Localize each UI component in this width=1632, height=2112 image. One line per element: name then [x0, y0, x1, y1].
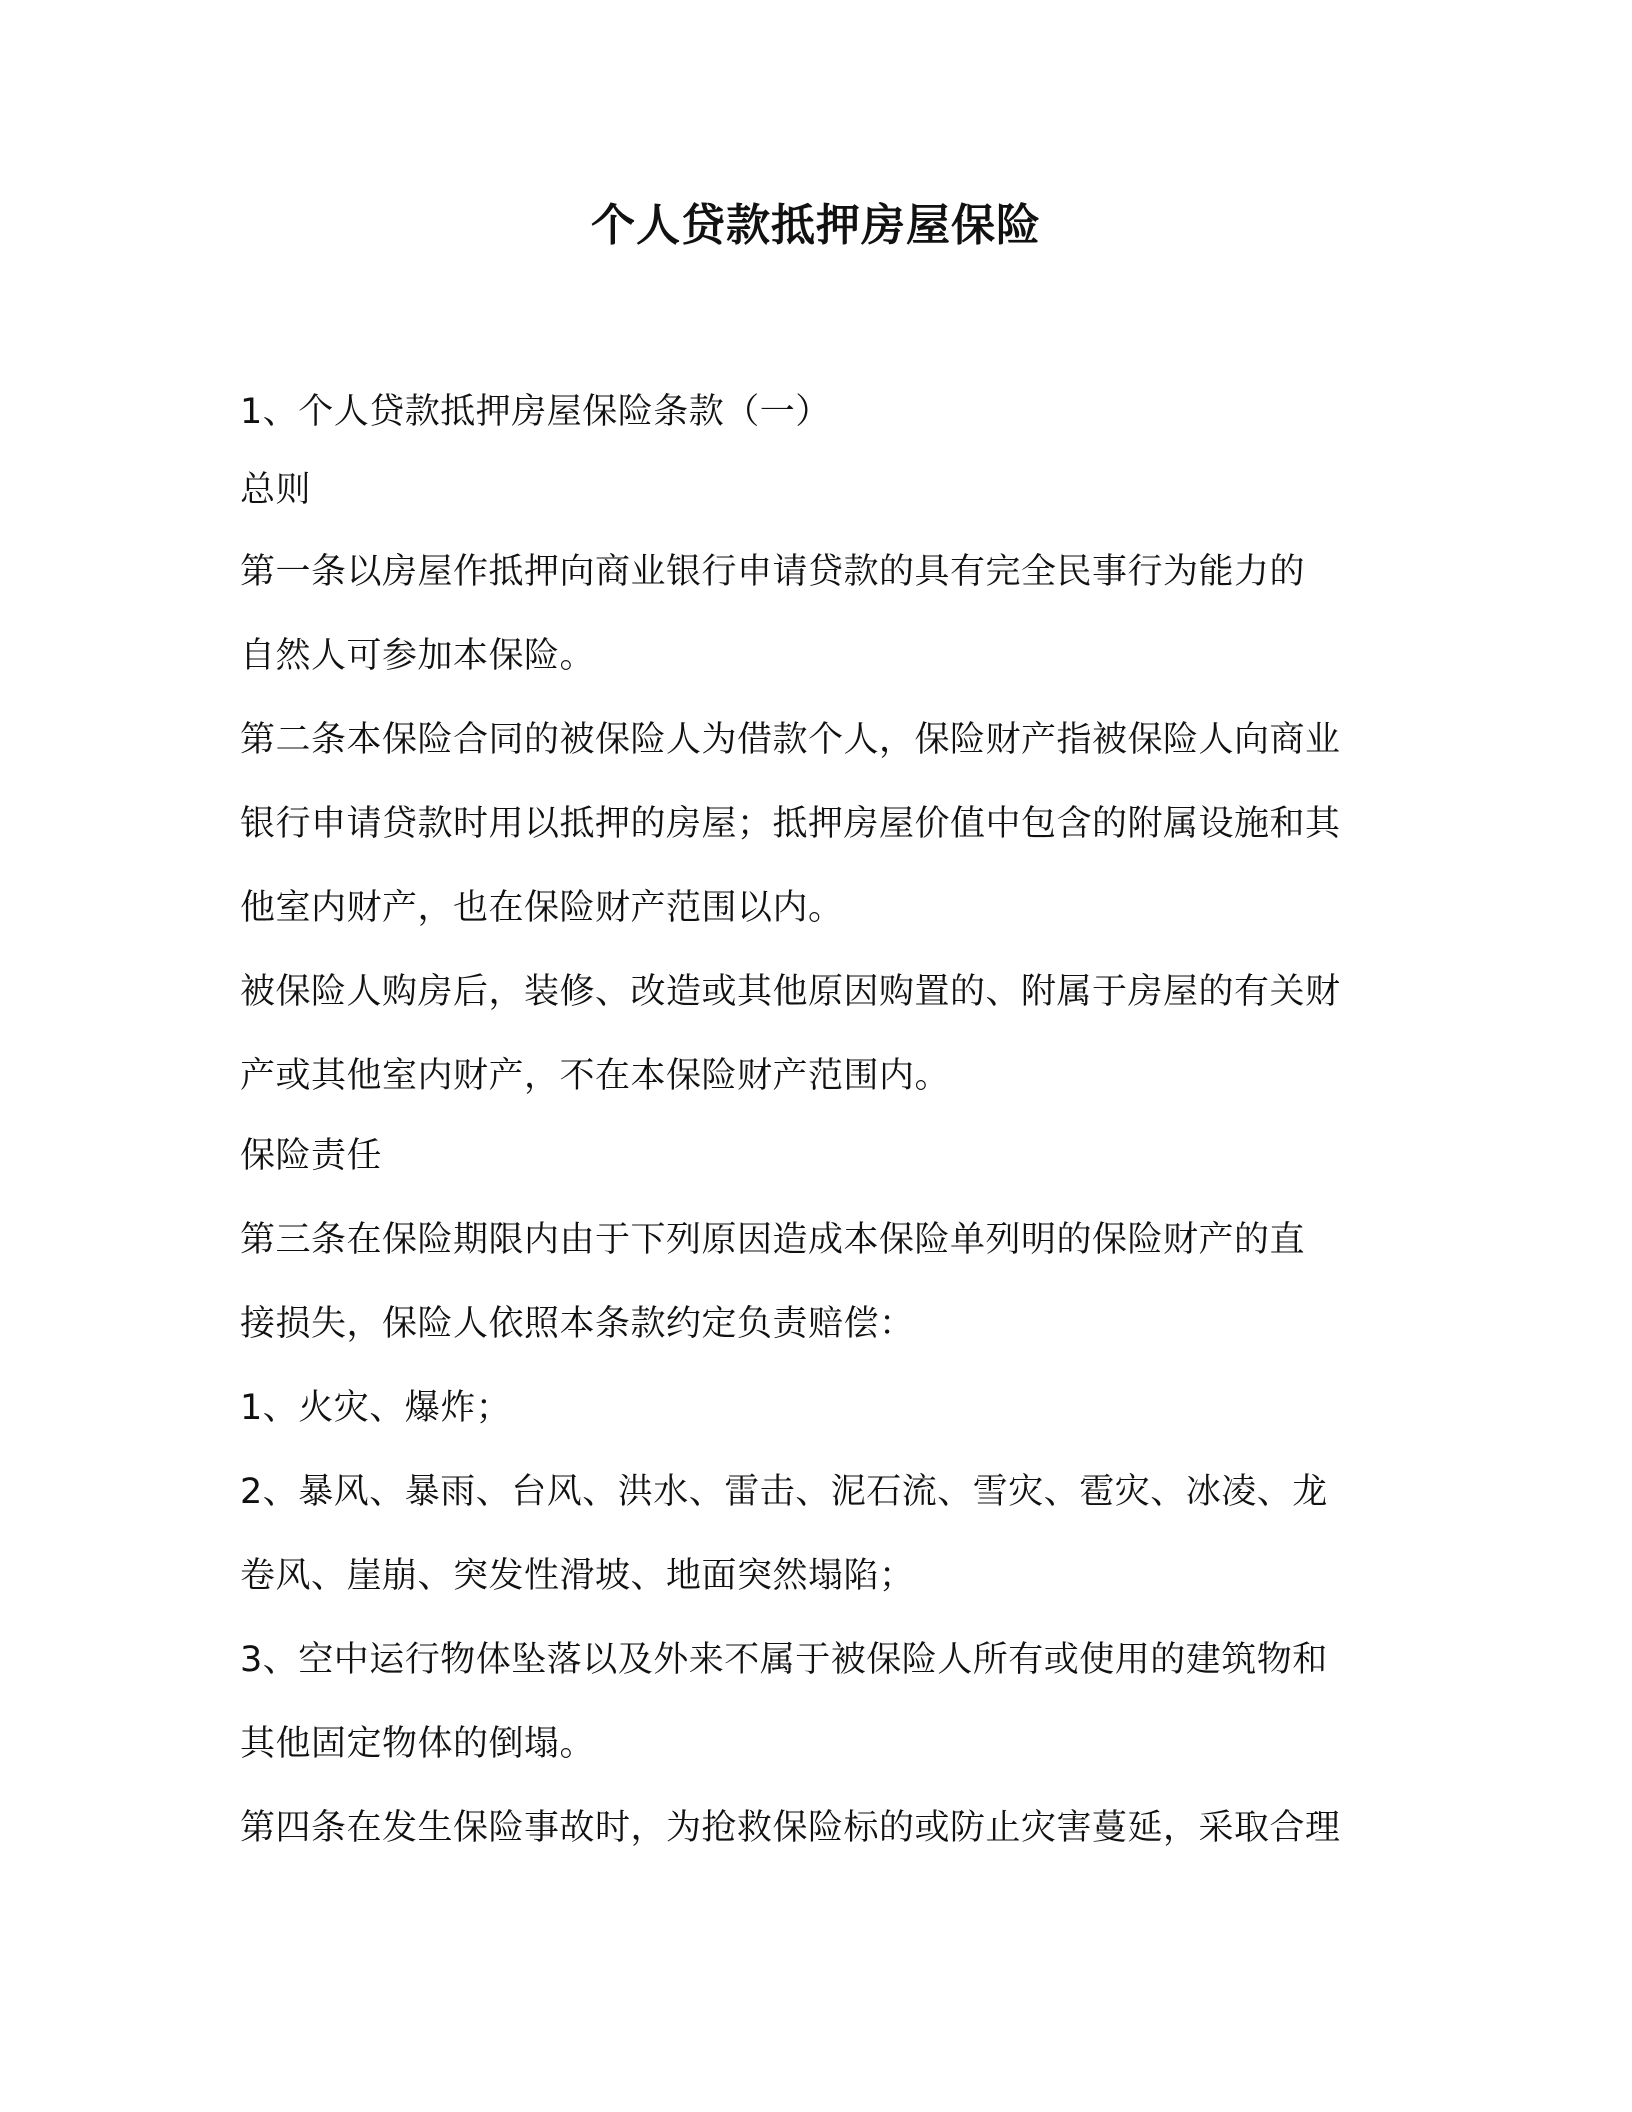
text-line: 卷风、崖崩、突发性滑坡、地面突然塌陷；: [240, 1556, 915, 1596]
text-line: 银行申请贷款时用以抵押的房屋；抵押房屋价值中包含的附属设施和其: [240, 804, 1341, 844]
section-heading-general: 总则: [240, 470, 312, 510]
text-line: 第一条以房屋作抵押向商业银行申请贷款的具有完全民事行为能力的: [240, 552, 1306, 592]
document-title: 个人贷款抵押房屋保险: [591, 200, 1041, 251]
list-item: 1、火灾、爆炸；: [240, 1388, 512, 1428]
text-line: 他室内财产，也在保险财产范围以内。: [240, 888, 844, 928]
text-line: 其他固定物体的倒塌。: [240, 1724, 596, 1764]
text-line: 被保险人购房后，装修、改造或其他原因购置的、附属于房屋的有关财: [240, 972, 1341, 1012]
text-line: 接损失，保险人依照本条款约定负责赔偿：: [240, 1304, 915, 1344]
section-heading-liability: 保险责任: [240, 1136, 383, 1176]
text-line: 第四条在发生保险事故时，为抢救保险标的或防止灾害蔓延，采取合理: [240, 1808, 1341, 1848]
text-line: 第二条本保险合同的被保险人为借款个人，保险财产指被保险人向商业: [240, 720, 1341, 760]
text-line: 第三条在保险期限内由于下列原因造成本保险单列明的保险财产的直: [240, 1220, 1306, 1260]
list-item: 2、暴风、暴雨、台风、洪水、雷击、泥石流、雪灾、雹灾、冰凌、龙: [240, 1472, 1328, 1512]
list-item: 3、空中运行物体坠落以及外来不属于被保险人所有或使用的建筑物和: [240, 1640, 1328, 1680]
text-line: 自然人可参加本保险。: [240, 636, 596, 676]
clause-heading: 1、个人贷款抵押房屋保险条款（一）: [240, 392, 831, 432]
text-line: 产或其他室内财产，不在本保险财产范围内。: [240, 1056, 951, 1096]
